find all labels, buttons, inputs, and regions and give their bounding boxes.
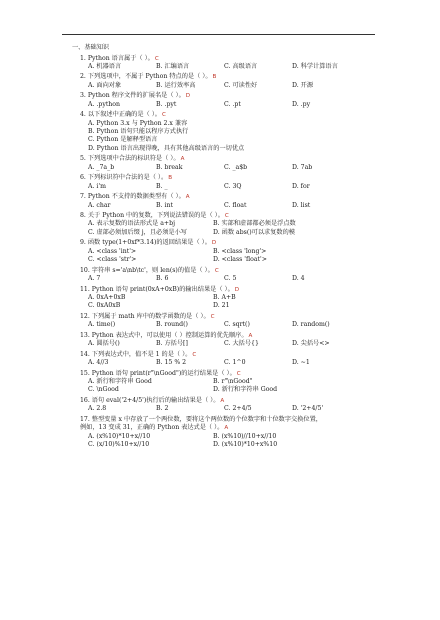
option-a: A. 7 bbox=[88, 275, 101, 283]
question-stem bbox=[80, 267, 400, 275]
answer-mark: C bbox=[236, 370, 241, 377]
option-a: A. 圆括号() bbox=[88, 340, 120, 348]
question-text: 7. Python 不支持的数据类型有（ ）。 bbox=[80, 193, 185, 201]
answer-mark: D bbox=[211, 240, 217, 247]
answer-mark: B bbox=[212, 74, 217, 81]
answer-mark: A bbox=[220, 397, 225, 404]
question-text: 5. 下列选项中合法的标识符是（ ）。 bbox=[80, 155, 180, 163]
question-text: 14. 下列表达式中，值不是 1 的是（ ）。 bbox=[80, 350, 192, 358]
option-a: A. 面向对象 bbox=[88, 81, 122, 89]
question-text: 16. 语句 eval('2+4/5')执行后的输出结果是（ ）。 bbox=[80, 396, 220, 404]
question-stem bbox=[80, 92, 400, 100]
option-b: B. (x%10)//10+x//10 bbox=[213, 432, 277, 440]
question-stem bbox=[80, 416, 400, 424]
answer-mark: C bbox=[162, 112, 166, 119]
option-c: C. 虚部必须加后缀 j，且必须是小写 bbox=[88, 228, 187, 236]
option-c: C. float bbox=[224, 201, 247, 209]
option-b: B. int bbox=[156, 201, 173, 209]
question-stem bbox=[80, 286, 400, 294]
options-row bbox=[80, 321, 400, 329]
option-a: A. i'm bbox=[88, 182, 106, 190]
option-b: B. 2 bbox=[156, 405, 169, 413]
option-d: D. 7ab bbox=[292, 163, 313, 171]
option-a: A. <class 'int'> bbox=[88, 247, 137, 255]
option-d: D. 科学计算语言 bbox=[292, 62, 338, 70]
question-stem bbox=[80, 55, 400, 63]
question-stem bbox=[80, 193, 400, 201]
option-a: A. 表示复数的语法形式是 a+bj bbox=[88, 220, 175, 228]
option-d: D. list bbox=[292, 201, 311, 209]
options-row bbox=[80, 183, 400, 191]
option-d: D. '2+4/5' bbox=[292, 405, 324, 413]
option-b: B. <class 'long'> bbox=[213, 247, 267, 255]
option-d: D. 21 bbox=[213, 302, 230, 310]
options-row bbox=[80, 433, 400, 441]
answer-mark: B bbox=[168, 175, 173, 182]
option-d: D. .py bbox=[292, 100, 311, 108]
option-c: C. 可读性好 bbox=[224, 81, 258, 89]
question-text: 1. Python 语言属于（ ）。 bbox=[80, 54, 154, 62]
question-stem bbox=[80, 313, 400, 321]
question-text: 15. Python 语句 print(r"\nGood")的运行结果是（ ）。 bbox=[80, 369, 236, 377]
option-c: C. \nGood bbox=[88, 386, 119, 394]
question-text: 8. 关于 Python 中的复数，下列说法错误的是（ ）。 bbox=[80, 212, 224, 220]
option-a: A. 2.8 bbox=[88, 405, 107, 413]
option-b: B. 实部和虚部都必须是浮点数 bbox=[213, 220, 296, 228]
option-c: C. 0xA0xB bbox=[88, 302, 121, 310]
options-row bbox=[80, 164, 400, 172]
option-b: B. A+B bbox=[213, 294, 236, 301]
question-stem bbox=[80, 370, 400, 378]
option-b: B. _ bbox=[156, 182, 168, 190]
options-row bbox=[80, 145, 400, 153]
question-text: 13. Python 表达式中，可以使用（ ）控制运算的优先顺序。 bbox=[80, 331, 248, 339]
options-row bbox=[80, 302, 400, 310]
option-b: B. 15 % 2 bbox=[156, 359, 187, 367]
option-d: D. ~1 bbox=[292, 359, 310, 367]
options-row bbox=[80, 202, 400, 210]
option-a: A. 新行和字符串 Good bbox=[88, 378, 152, 386]
option-d: D. for bbox=[292, 182, 310, 190]
option-b: B. 方括号[] bbox=[156, 340, 188, 348]
option-a: A. Python 3.x 与 Python 2.x 兼容 bbox=[88, 119, 188, 127]
option-d: D. (x%10)*10+x%10 bbox=[213, 441, 278, 449]
option-d: D. 新行和字符串 Good bbox=[213, 386, 278, 394]
section-title: 一、基础知识 bbox=[72, 44, 110, 51]
question-text: 6. 下列标识符中合法的是（ ）。 bbox=[80, 174, 168, 182]
option-d: D. 开源 bbox=[292, 81, 314, 89]
question-text: 9. 函数 type(1+0xf*3.14)的返回结果是（ ）。 bbox=[80, 239, 211, 247]
question-stem bbox=[80, 332, 400, 340]
question-text: 17. 整型变量 x 中存放了一个两位数，要将这个两位数的个位数字和十位数字交换位置， bbox=[80, 415, 322, 423]
option-c: C. 高级语言 bbox=[224, 62, 258, 70]
option-a: A. _7a_b bbox=[88, 163, 115, 171]
answer-mark: C bbox=[192, 351, 197, 358]
option-c: C. 2+4/5 bbox=[224, 405, 252, 413]
options-row bbox=[80, 101, 400, 109]
option-c: C. 3Q bbox=[224, 182, 242, 190]
option-a: A. 0xA+0xB bbox=[88, 294, 126, 301]
answer-mark: C bbox=[214, 267, 219, 274]
answer-mark: A bbox=[248, 332, 253, 339]
options-row bbox=[80, 256, 400, 264]
question-stem-continued bbox=[80, 424, 400, 432]
option-c: C. (x/10)%10+x//10 bbox=[88, 441, 150, 449]
question-stem bbox=[80, 155, 400, 163]
question-text: 11. Python 语句 print(0xA+0xB)的输出结果是（ ）。 bbox=[80, 285, 234, 293]
option-c: C. 5 bbox=[224, 275, 237, 283]
header-rule bbox=[62, 34, 375, 35]
question-stem bbox=[80, 174, 400, 182]
question-stem bbox=[80, 111, 400, 119]
option-b: B. 汇编语言 bbox=[156, 62, 190, 70]
options-row bbox=[80, 63, 400, 71]
answer-mark: D bbox=[185, 93, 191, 100]
option-a: A. .python bbox=[88, 100, 121, 108]
question-text: 3. Python 程序文件的扩展名是（ ）。 bbox=[80, 92, 185, 100]
option-c: C. 1^0 bbox=[224, 359, 246, 367]
option-b: B. .pyt bbox=[156, 100, 177, 108]
answer-mark: A bbox=[180, 156, 185, 163]
question-list bbox=[80, 55, 400, 450]
option-b: B. break bbox=[156, 163, 183, 171]
option-d: D. 函数 abs()可以求复数的模 bbox=[213, 228, 295, 236]
option-c: C. Python 是解释型语言 bbox=[88, 136, 158, 144]
answer-mark: C bbox=[224, 213, 229, 220]
option-c: C. <class 'str'> bbox=[88, 256, 137, 264]
option-a: A. 机器语言 bbox=[88, 62, 122, 70]
options-row bbox=[80, 136, 400, 144]
options-row bbox=[80, 340, 400, 348]
options-row bbox=[80, 120, 400, 128]
options-row bbox=[80, 82, 400, 90]
question-stem bbox=[80, 351, 400, 359]
option-d: D. 尖括号<> bbox=[292, 340, 330, 348]
option-c: C. _a$b bbox=[224, 163, 248, 171]
option-a: A. 4//3 bbox=[88, 359, 109, 367]
options-row bbox=[80, 441, 400, 449]
option-b: B. r"\nGood" bbox=[213, 378, 253, 386]
option-c: C. sqrt() bbox=[224, 321, 250, 329]
options-row bbox=[80, 275, 400, 283]
option-b: B. 6 bbox=[156, 275, 169, 283]
question-stem bbox=[80, 239, 400, 247]
question-text: 12. 下列属于 math 库中的数学函数的是（ ）。 bbox=[80, 312, 210, 320]
option-b: B. 运行效率高 bbox=[156, 81, 196, 89]
question-text: 2. 下列选项中，不属于 Python 特点的是（ ）。 bbox=[80, 73, 212, 81]
option-d: D. 4 bbox=[292, 275, 305, 283]
option-a: A. (x%10)*10+x//10 bbox=[88, 432, 151, 440]
document-body bbox=[72, 44, 400, 449]
answer-mark: D bbox=[234, 286, 240, 293]
answer-mark: A bbox=[185, 194, 190, 201]
answer-mark: A bbox=[224, 425, 229, 432]
option-d: D. <class 'float'> bbox=[213, 256, 267, 264]
option-b: B. round() bbox=[156, 321, 188, 329]
options-row bbox=[80, 248, 400, 256]
options-row bbox=[80, 229, 400, 237]
option-d: D. Python 语言出现得晚，具有其他高级语言的一切优点 bbox=[88, 144, 245, 152]
option-a: A. char bbox=[88, 201, 111, 209]
question-stem bbox=[80, 73, 400, 81]
question-text: 10. 字符串 s='a\nb\tc'，则 len(s)的值是（ ）。 bbox=[80, 266, 214, 274]
options-row bbox=[80, 220, 400, 228]
options-row bbox=[80, 359, 400, 367]
question-text: 4. 以下叙述中正确的是（ ）。 bbox=[80, 111, 161, 119]
options-row bbox=[80, 405, 400, 413]
answer-mark: C bbox=[154, 55, 159, 62]
options-row bbox=[80, 386, 400, 394]
answer-mark: C bbox=[210, 313, 215, 320]
question-text: 例如，13 变成 31，正确的 Python 表达式是（ ）。 bbox=[80, 424, 224, 432]
option-a: A. time() bbox=[88, 321, 116, 329]
option-b: B. Python 语句只能以程序方式执行 bbox=[88, 128, 189, 136]
option-c: C. .pt bbox=[224, 100, 241, 108]
option-d: D. random() bbox=[292, 321, 330, 329]
question-stem bbox=[80, 397, 400, 405]
option-c: C. 大括号{} bbox=[224, 340, 259, 348]
options-row bbox=[80, 294, 400, 302]
